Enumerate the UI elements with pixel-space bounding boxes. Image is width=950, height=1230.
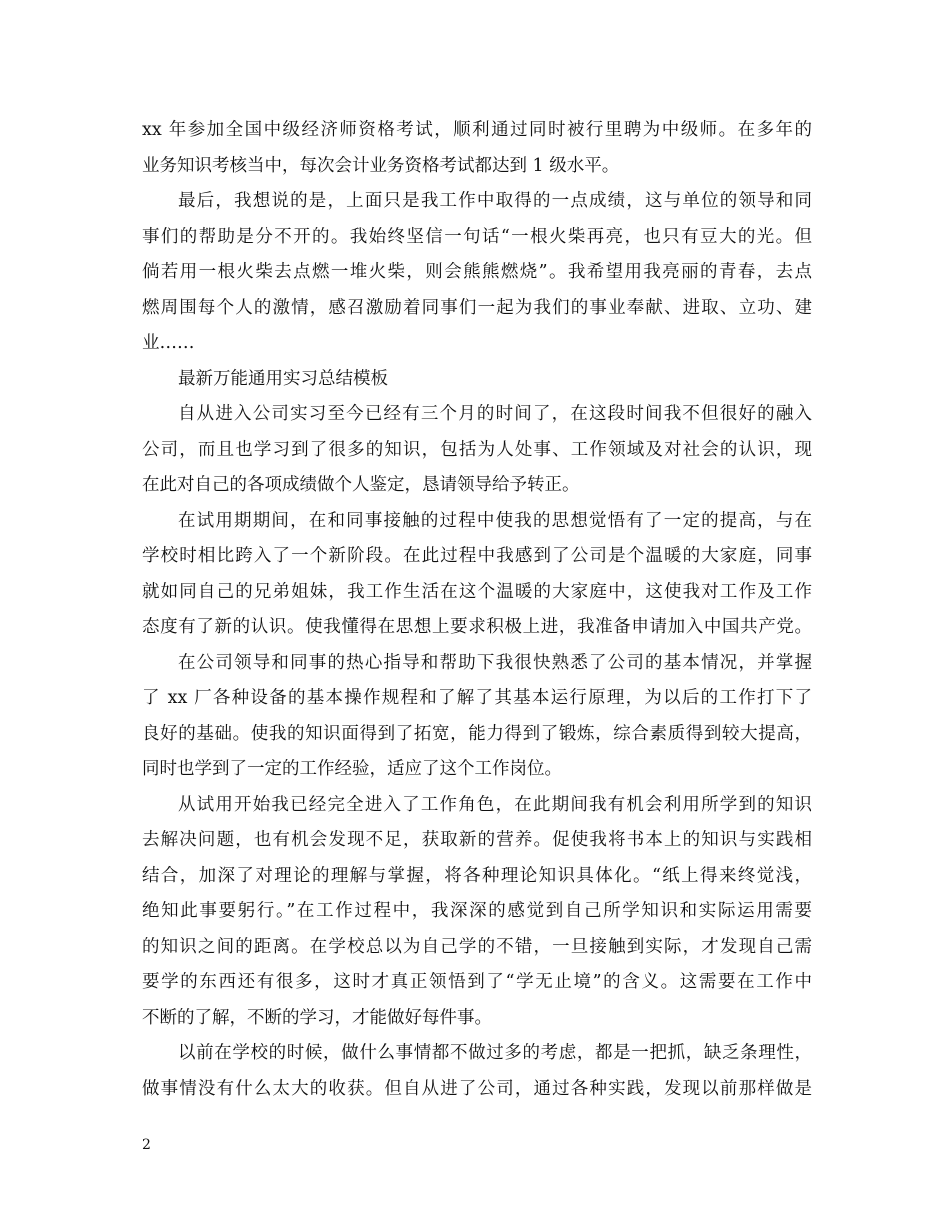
text-line: 学校时相比跨入了一个新阶段。在此过程中我感到了公司是个温暖的大家庭，同事 (142, 546, 812, 566)
text-line: 以前在学校的时候，做什么事情都不做过多的考虑，都是一把抓，缺乏条理性， (178, 1043, 812, 1063)
text-line: 不断的了解，不断的学习，才能做好每件事。 (142, 1007, 492, 1028)
text-line: 在此对自己的各项成绩做个人鉴定，恳请领导给予转正。 (142, 475, 580, 495)
text-line: 在试用期期间，在和同事接触的过程中使我的思想觉悟有了一定的提高，与在 (178, 510, 812, 531)
text-line: 从试用开始我已经完全进入了工作角色，在此期间我有机会利用所学到的知识 (178, 794, 812, 815)
text-line: 要学的东西还有很多，这时才真正领悟到了“学无止境”的含义。这需要在工作中 (142, 972, 812, 992)
text-line: 在公司领导和同事的热心指导和帮助下我很快熟悉了公司的基本情况，并掌握 (178, 652, 812, 673)
text-line: 去解决问题，也有机会发现不足，获取新的营养。促使我将书本上的知识与实践相 (142, 830, 812, 850)
text-line: 事们的帮助是分不开的。我始终坚信一句话“一根火柴再亮，也只有豆大的光。但 (142, 226, 812, 247)
text-line: 燃周围每个人的激情，感召激励着同事们一起为我们的事业奉献、进取、立功、建 (142, 297, 812, 318)
text-line: 绝知此事要躬行。”在工作过程中，我深深的感觉到自己所学知识和实际运用需要 (142, 901, 812, 921)
text-line: 良好的基础。使我的知识面得到了拓宽，能力得到了锻炼，综合素质得到较大提高， (142, 723, 812, 744)
text-line: 倘若用一根火柴去点燃一堆火柴，则会熊熊燃烧”。我希望用我亮丽的青春，去点 (142, 262, 812, 282)
text-line: 公司，而且也学习到了很多的知识，包括为人处事、工作领域及对社会的认识，现 (142, 439, 812, 460)
text-line: 的知识之间的距离。在学校总以为自己学的不错，一旦接触到实际，才发现自己需 (142, 936, 812, 957)
text-line: 自从进入公司实习至今已经有三个月的时间了，在这段时间我不但很好的融入 (178, 404, 812, 424)
text-line: 了 xx 厂各种设备的基本操作规程和了解了其基本运行原理，为以后的工作打下了 (142, 688, 812, 708)
page-number: 2 (142, 1137, 151, 1153)
text-line: 态度有了新的认识。使我懂得在思想上要求积极上进，我准备申请加入中国共产党。 (142, 617, 812, 637)
text-line: 做事情没有什么太大的收获。但自从进了公司，通过各种实践，发现以前那样做是 (142, 1078, 812, 1099)
text-line: 同时也学到了一定的工作经验，适应了这个工作岗位。 (142, 759, 562, 779)
text-line: 就如同自己的兄弟姐妹，我工作生活在这个温暖的大家庭中，这使我对工作及工作 (142, 581, 812, 602)
body-text (142, 113, 812, 1107)
text-line: 业务知识考核当中，每次会计业务资格考试都达到 1 级水平。 (142, 155, 620, 176)
text-line: 结合，加深了对理论的理解与掌握，将各种理论知识具体化。“纸上得来终觉浅， (142, 865, 812, 886)
text-line: xx 年参加全国中级经济师资格考试，顺利通过同时被行里聘为中级师。在多年的 (142, 120, 812, 140)
text-line: 最后，我想说的是，上面只是我工作中取得的一点成绩，这与单位的领导和同 (178, 191, 812, 211)
text-line: 业…… (142, 333, 195, 353)
text-line: 最新万能通用实习总结模板 (178, 368, 388, 389)
